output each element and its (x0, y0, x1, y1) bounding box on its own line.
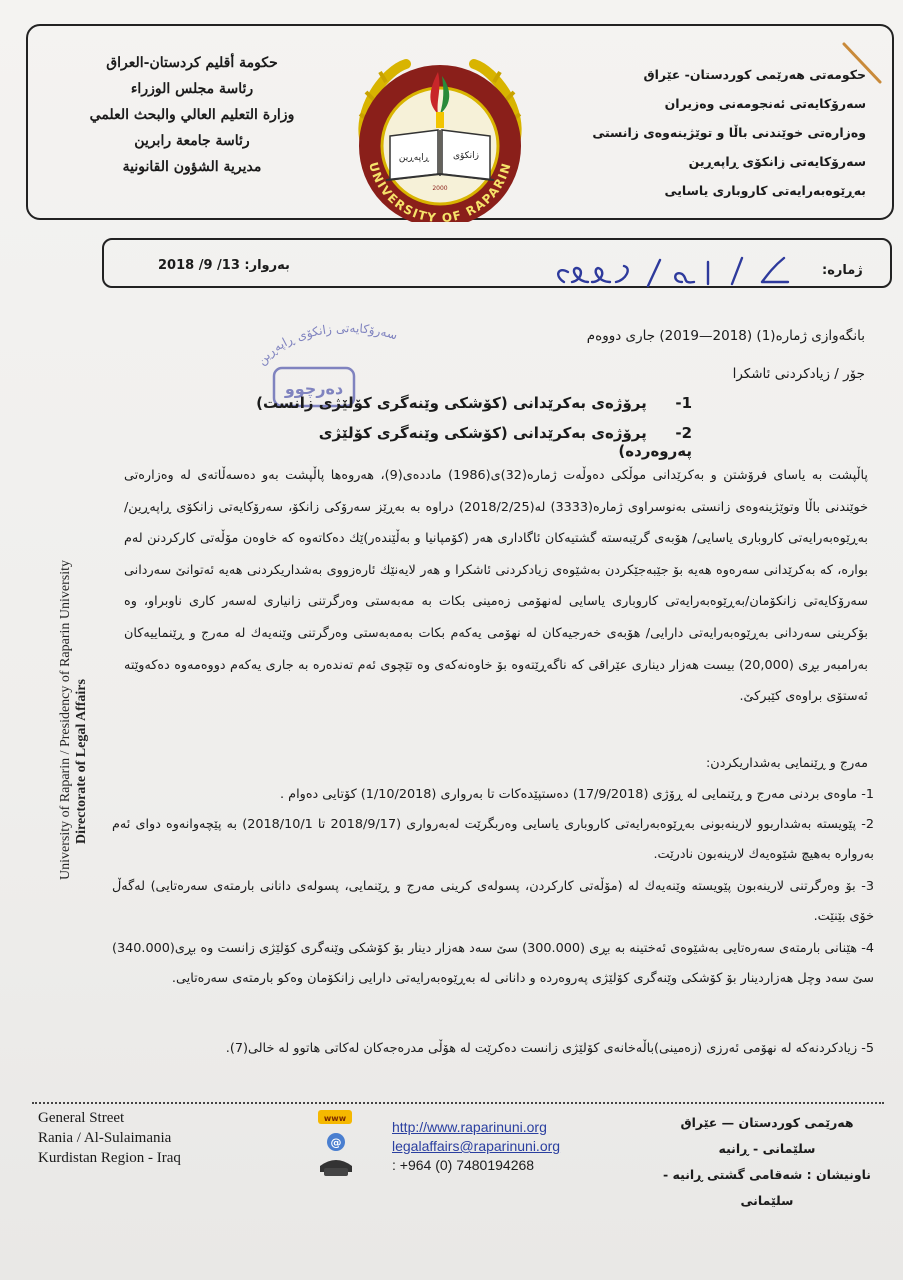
body-paragraph: پاڵپشت بە یاسای فرۆشتن و بەکرێدانی موڵکی دەوڵەت ژمارە(32)ی(1986) ماددەی(9)، هەروەها پاڵپشت بەو دەسەڵاتەی لە وەزارەتی خوێندنی باڵا وتوێژینەوەی زانستی بەنوسراوی ژمارە(3333) لە(2018/2/25) دراوە بە بەڕێز سەرۆکی زانکۆ، سەرۆکایەتی زانکۆی ڕاپەڕین/ بەڕێوەبەرایەتی کاروباری یاسایی/ هۆبەی گرێبەستە گشتیەکان ئاگاداری هەر (کۆمپانیا و بەڵێندەر)ێك دەکاتەوە کە خاوەن مۆڵەتی کارکردنن لەم بوارە، کە بەکرێدانی سەرەوە هەیە بۆ جێبەجێکردن بەشێوەی زیادکردنی ئاشکرا و هەر لایەنێك ئارەزووی بەشداریکردنی هەیە ئەتوانێ سەردانی سەرۆکایەتی زانکۆمان/بەڕێوەبەرایەتی کاروباری یاسایی لەنهۆمی زەمینی بکات بە مەبەستی وەرگرتنی زانیاری لەسەر کاری ناوبراو، وە بۆکرینی سەردانی بەڕێوەبەرایەتی دارایی/ هۆبەی خەرجیەکان لە نهۆمی یەکەم بکات بەمەبەستی وەرگرتنی وێنەیەك لە مەرج و ڕێنماییەکان بەرامبەر بڕی (20,000) بیست هەزار دیناری عێراقی کە ناگەڕێتەوە بۆ خاوەنەکەی وە تێچوی ئەم تەندەرە بە جاری یەکەم دووەمەوە دەکەوێتە ئەستۆی براوەی کێبرکێ. (124, 468, 868, 705)
svg-text:www: www (323, 1114, 347, 1123)
project-number: 1- (675, 394, 692, 412)
email-link[interactable]: legalaffairs@raparinuni.org (392, 1138, 561, 1154)
date-label: بەروار: (244, 258, 290, 273)
number-label: ژمارە: (822, 263, 863, 278)
address-line: سلێمانی - ڕانیە (718, 1141, 816, 1156)
notice-type: جۆر / زیادکردنی ئاشکرا (732, 366, 865, 382)
www-icon (318, 1110, 352, 1124)
telephone-icon (320, 1160, 352, 1176)
project-number: 2- (675, 424, 692, 442)
kurdish-line: بەڕێوەبەرایەتی کاروباری یاسایی (664, 183, 866, 198)
side-vertical-text (58, 460, 90, 880)
footer-address-english (38, 1108, 258, 1168)
project-text: پرۆژەی بەكرێدانی (كۆشكی وێنەگری كۆلێژی پەروەردە) (318, 424, 692, 460)
pen-stroke-icon (840, 40, 884, 86)
handwritten-reference-number (548, 252, 808, 296)
condition-item: 4- هێنانی بارمتەی سەرەتایی بەشێوەی ئەختینە بە بڕی (300.000) سێ سەد هەزار دینار بۆ كۆشكی وێنەگری كۆلێژی زانست وە بڕی(340.000) سێ سەد وچل هەزاردینار بۆ كۆشكی وێنەگری كۆلێژی پەروەردە و دانانی لە بەڕێوەبەرایەتی دارایی زانكۆمان وەكو بارمتەی سەرەتایی. (112, 941, 874, 986)
kurdish-line: سەرۆکایەتی زانکۆی ڕاپەڕین (688, 154, 866, 169)
project-text: پرۆژەی بەكرێدانی (كۆشكی وێنەگری كۆلێژی زانست) (256, 394, 647, 412)
condition-item: 1- ماوەی بردنی مەرج و ڕێنمایی لە ڕۆژی (17/9/2018) دەستپێدەکات تا بەرواری (1/10/2018) کۆتایی دەوام . (280, 787, 874, 802)
seal-ring-text: UNIVERSITY OF RAPARIN (366, 160, 514, 222)
phone-number: : +964 (0) 7480194268 (392, 1157, 535, 1173)
letterhead-arabic (72, 50, 312, 180)
arabic-line: وزارة التعليم العالي والبحث العلمي (89, 107, 295, 123)
footer-contact (392, 1118, 632, 1175)
letterhead-kurdish (590, 60, 866, 205)
address-line: Rania / Al-Sulaimania (38, 1130, 172, 1146)
stamp-ring-text: سەرۆكايەتى زانكۆى ڕاپەڕين (254, 322, 400, 368)
date-value: 13/ 9/ 2018 (158, 258, 240, 273)
email-icon (327, 1133, 345, 1151)
arabic-line: رئاسة جامعة رابرين (134, 133, 250, 149)
date-field (158, 258, 290, 273)
arabic-line: رئاسة مجلس الوزراء (130, 81, 254, 97)
book-text-left: زانكۆى (452, 151, 480, 161)
condition-item: 3- بۆ وەرگرتنی لارینەبون پێویستە وێنەیەك لە (مۆڵەتی کارکردن، پسولەی کرینی مەرج و ڕێنمایی، پسولەی دانانی بارمتەی سەرەتایی) لەگەڵ خۆی بێنێت. (112, 879, 874, 924)
footer-divider (32, 1102, 884, 1104)
kurdish-line: وەزارەتی خوێندنی باڵا و توێژینەوەی زانستی (592, 125, 866, 140)
address-line: هەرێمی کوردستان — عێراق (680, 1115, 854, 1130)
address-line: ناونیشان : شەقامی گشتی ڕانیە - سلێمانی (662, 1167, 872, 1208)
project-item (240, 394, 692, 412)
side-text-line2: Directorate of Legal Affairs (74, 679, 89, 844)
arabic-line: مديرية الشؤون القانونية (122, 159, 262, 175)
notice-title: بانگەوازی ژمارە(1) (2018—2019) جاری دووەم (586, 328, 865, 344)
project-item (240, 424, 692, 460)
website-link[interactable]: http://www.raparinuni.org (392, 1119, 547, 1135)
arabic-line: حكومة أقليم كردستان-العراق (106, 55, 278, 71)
kurdish-line: حکومەتی هەرێمی کوردستان- عێراق (643, 67, 866, 82)
condition-item: 2- پێویستە بەشداربوو لارینەبونی بەڕێوەبەرایەتی کاروباری یاسایی وەربگرێت لەبەرواری (2018/9/17 تا 2018/10/1) بە پێچەوانەوە دوای ئەم بەروارە بەهیچ شێوەیەك لارینەبون نادرێت. (112, 817, 874, 862)
conditions-heading: مەرج و ڕێنمایی بەشداریکردن: (706, 756, 868, 771)
side-text-line1: University of Raparin / Presidency of Raparin University (58, 560, 73, 880)
seal-year: 2000 (432, 185, 448, 192)
svg-text:@: @ (330, 1136, 342, 1149)
book-text-right: ڕاپەڕين (398, 153, 430, 163)
kurdish-line: سەرۆکایەتی ئەنجومەنی وەزیران (664, 96, 866, 111)
stamp-center-text: دەرچوو (284, 379, 344, 398)
condition-item: 5- زیادکردنەکە لە نهۆمی ئەرزی (زەمینی)باڵەخانەی کۆلێژی زانست دەکرێت لە هۆڵی مدرەجەکان لەکاتی هاتوو لە خالی(7). (225, 1041, 874, 1056)
address-line: Kurdistan Region - Iraq (38, 1150, 181, 1166)
university-seal-icon (346, 50, 534, 222)
address-line: General Street (38, 1110, 125, 1126)
footer-address-kurdish (640, 1110, 894, 1214)
contact-icons (312, 1106, 360, 1180)
